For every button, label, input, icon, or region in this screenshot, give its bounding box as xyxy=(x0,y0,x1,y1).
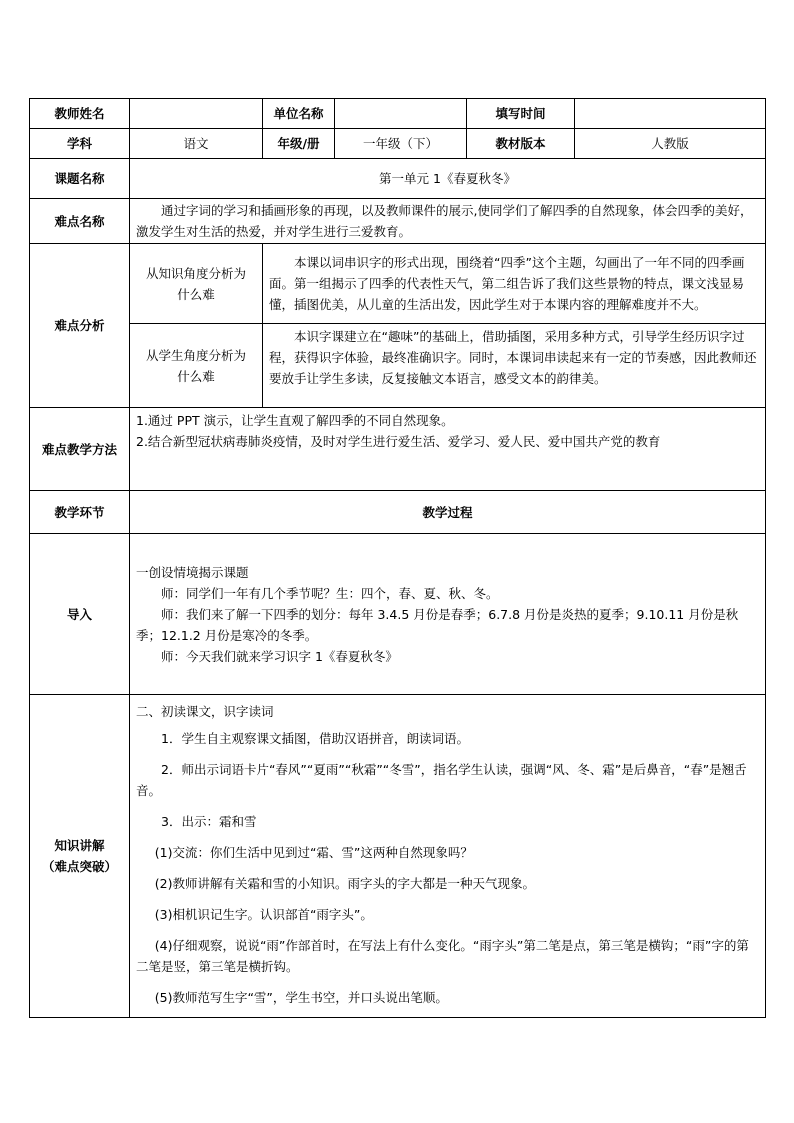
student-angle-cell xyxy=(263,324,766,408)
method-item-2: 2.结合新型冠状病毒肺炎疫情，及时对学生进行爱生活、爱学习、爱人民、爱中国共产党的教育 xyxy=(136,434,661,449)
lecture-label: 知识讲解 xyxy=(54,838,105,853)
lecture-row xyxy=(30,695,766,1018)
student-angle-label: 从学生角度分析为什么难 xyxy=(130,324,263,408)
intro-line-1: 一创设情境揭示课题 xyxy=(136,564,249,580)
lecture-line-1: 二、初读课文，识字读词 xyxy=(136,704,274,719)
lecture-line-2: 1．学生自主观察课文插图，借助汉语拼音，朗读词语。 xyxy=(161,731,469,746)
edition-value: 人教版 xyxy=(575,129,766,159)
steps-header-row xyxy=(30,491,766,534)
lecture-line-9: (5)教师范写生字“雪”，学生书空，并口头说出笔顺。 xyxy=(154,990,448,1005)
unit-name-label: 单位名称 xyxy=(263,99,335,129)
intro-line-3: 师：我们来了解一下四季的划分：每年 3.4.5 月份是春季；6.7.8 月份是炎热的夏季；9.10.11 月份是秋季；12.1.2 月份是寒冷的冬季。 xyxy=(136,606,739,643)
header-row xyxy=(30,99,766,129)
lecture-line-4: 3．出示：霜和雪 xyxy=(161,814,257,829)
lecture-cell xyxy=(130,695,766,1018)
student-angle-text: 本识字课建立在“趣味”的基础上，借助插图，采用多种方式，引导学生经历识字过程，获得识字体验，最终准确识字。同时，本课词串读起来有一定的节奏感，因此教师还要放手让学生多读，反复接触文本语言，感受文本的韵律美。 xyxy=(269,329,757,386)
intro-line-4: 师：今天我们就来学习识字 1《春夏秋冬》 xyxy=(161,648,398,664)
difficulty-cell xyxy=(130,199,766,244)
topic-value: 第一单元 1《春夏秋冬》 xyxy=(130,159,766,199)
analysis-knowledge-row xyxy=(30,244,766,324)
unit-name-field[interactable] xyxy=(335,99,467,129)
difficulty-text: 通过字词的学习和插画形象的再现，以及教师课件的展示,使同学们了解四季的自然现象，体会四季的美好，激发学生对生活的热爱，并对学生进行三爱教育。 xyxy=(136,203,753,239)
method-label: 难点教学方法 xyxy=(30,408,130,491)
lecture-line-8: (4)仔细观察，说说“雨”作部首时，在写法上有什么变化。“雨字头”第二笔是点，第三笔是横钩；“雨”字的第二笔是竖，第三笔是横折钩。 xyxy=(136,938,749,974)
lesson-plan-table xyxy=(29,98,766,1018)
method-row xyxy=(30,408,766,491)
topic-row xyxy=(30,159,766,199)
lecture-line-6: (2)教师讲解有关霜和雪的小知识。雨字头的字大都是一种天气现象。 xyxy=(154,876,535,891)
fill-date-field[interactable] xyxy=(575,99,766,129)
intro-cell xyxy=(130,534,766,695)
topic-label: 课题名称 xyxy=(30,159,130,199)
grade-value: 一年级（下） xyxy=(335,129,467,159)
lecture-line-3: 2．师出示词语卡片“春风”“夏雨”“秋霜”“冬雪”，指名学生认读，强调“风、冬、霜”是后鼻音，“春”是翘舌音。 xyxy=(136,762,747,798)
lecture-label-cell xyxy=(30,695,130,1018)
lecture-line-7: (3)相机识记生字。认识部首“雨字头”。 xyxy=(154,907,373,922)
knowledge-angle-text: 本课以词串识字的形式出现，围绕着“四季”这个主题，勾画出了一年不同的四季画面。第一组揭示了四季的代表性天气，第二组告诉了我们这些景物的特点，课文浅显易懂，插图优美，从儿童的生活出发，因此学生对于本课内容的理解难度并不大。 xyxy=(269,255,745,312)
fill-date-label: 填写时间 xyxy=(467,99,575,129)
method-cell xyxy=(130,408,766,491)
subject-row xyxy=(30,129,766,159)
lecture-sublabel: （难点突破） xyxy=(41,859,117,874)
knowledge-angle-label: 从知识角度分析为什么难 xyxy=(130,244,263,324)
intro-label: 导入 xyxy=(30,534,130,695)
intro-row xyxy=(30,534,766,695)
grade-label: 年级/册 xyxy=(263,129,335,159)
teacher-name-label: 教师姓名 xyxy=(30,99,130,129)
difficulty-label: 难点名称 xyxy=(30,199,130,244)
method-item-1: 1.通过 PPT 演示，让学生直观了解四季的不同自然现象。 xyxy=(136,413,454,428)
subject-label: 学科 xyxy=(30,129,130,159)
teacher-name-field[interactable] xyxy=(130,99,263,129)
subject-value: 语文 xyxy=(130,129,263,159)
lecture-line-5: (1)交流：你们生活中见到过“霜、雪”这两种自然现象吗？ xyxy=(154,845,473,860)
teaching-step-label: 教学环节 xyxy=(30,491,130,534)
difficulty-row xyxy=(30,199,766,244)
analysis-student-row xyxy=(30,324,766,408)
knowledge-angle-cell xyxy=(263,244,766,324)
analysis-label: 难点分析 xyxy=(30,244,130,408)
edition-label: 教材版本 xyxy=(467,129,575,159)
teaching-process-label: 教学过程 xyxy=(130,491,766,534)
intro-line-2: 师：同学们一年有几个季节呢？生：四个，春、夏、秋、冬。 xyxy=(161,585,499,601)
